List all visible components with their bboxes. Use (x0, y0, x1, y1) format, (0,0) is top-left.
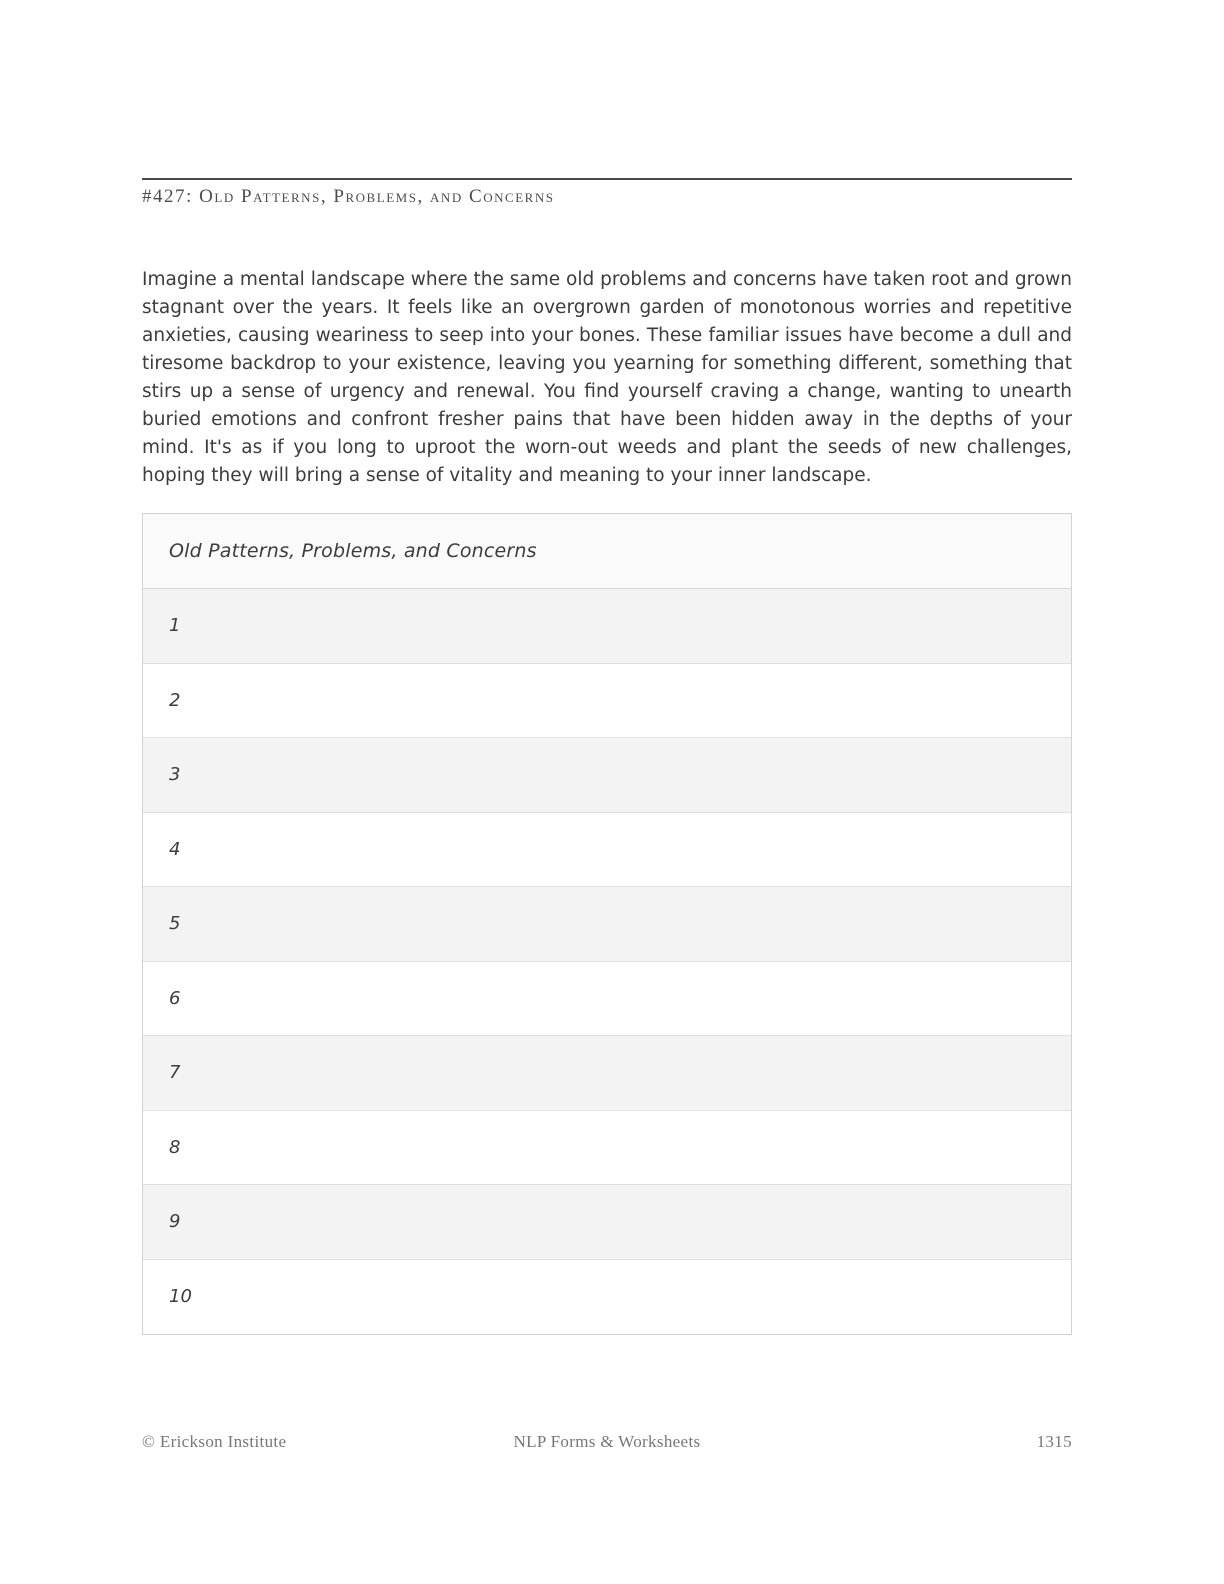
footer-copyright: © Erickson Institute (142, 1432, 287, 1451)
table-row[interactable] (143, 1036, 1071, 1111)
intro-paragraph: Imagine a mental landscape where the same old problems and concerns have taken root and grown stagnant over the years. It feels like an overgrown garden of monotonous worries and repetitive anxieties, causing weariness to seep into your bones. These familiar issues have become a dull and tiresome backdrop to your existence, leaving you yearning for something different, something that stirs up a sense of urgency and renewal. You find yourself craving a change, wanting to unearth buried emotions and confront fresher pains that have been hidden away in the depths of your mind. It's as if you long to uproot the worn-out weeds and plant the seeds of new challenges, hoping they will bring a sense of vitality and meaning to your inner landscape. (142, 269, 1072, 486)
row-number: 9 (169, 1211, 181, 1233)
header-divider (142, 178, 1072, 180)
table-header-label: Old Patterns, Problems, and Concerns (169, 540, 537, 562)
table-row[interactable] (143, 1111, 1071, 1186)
table-row[interactable] (143, 738, 1071, 813)
table-row[interactable] (143, 962, 1071, 1037)
table-row[interactable] (143, 589, 1071, 664)
patterns-table (142, 513, 1072, 1335)
table-header-row (143, 514, 1071, 589)
page-title: #427: Old Patterns, Problems, and Concerns (142, 186, 555, 207)
table-row[interactable] (143, 887, 1071, 962)
row-number: 3 (169, 764, 181, 786)
page-footer (142, 1432, 1072, 1452)
table-row[interactable] (143, 813, 1071, 888)
table-row[interactable] (143, 1260, 1071, 1335)
row-number: 2 (169, 689, 181, 711)
footer-title: NLP Forms & Worksheets (513, 1432, 701, 1451)
row-number: 6 (169, 987, 181, 1009)
row-number: 5 (169, 913, 181, 935)
row-number: 10 (169, 1286, 192, 1308)
footer-page-number: 1315 (1036, 1432, 1072, 1451)
row-number: 8 (169, 1136, 181, 1158)
row-number: 1 (169, 615, 181, 637)
row-number: 7 (169, 1062, 181, 1084)
table-row[interactable] (143, 1185, 1071, 1260)
row-number: 4 (169, 838, 181, 860)
table-row[interactable] (143, 664, 1071, 739)
